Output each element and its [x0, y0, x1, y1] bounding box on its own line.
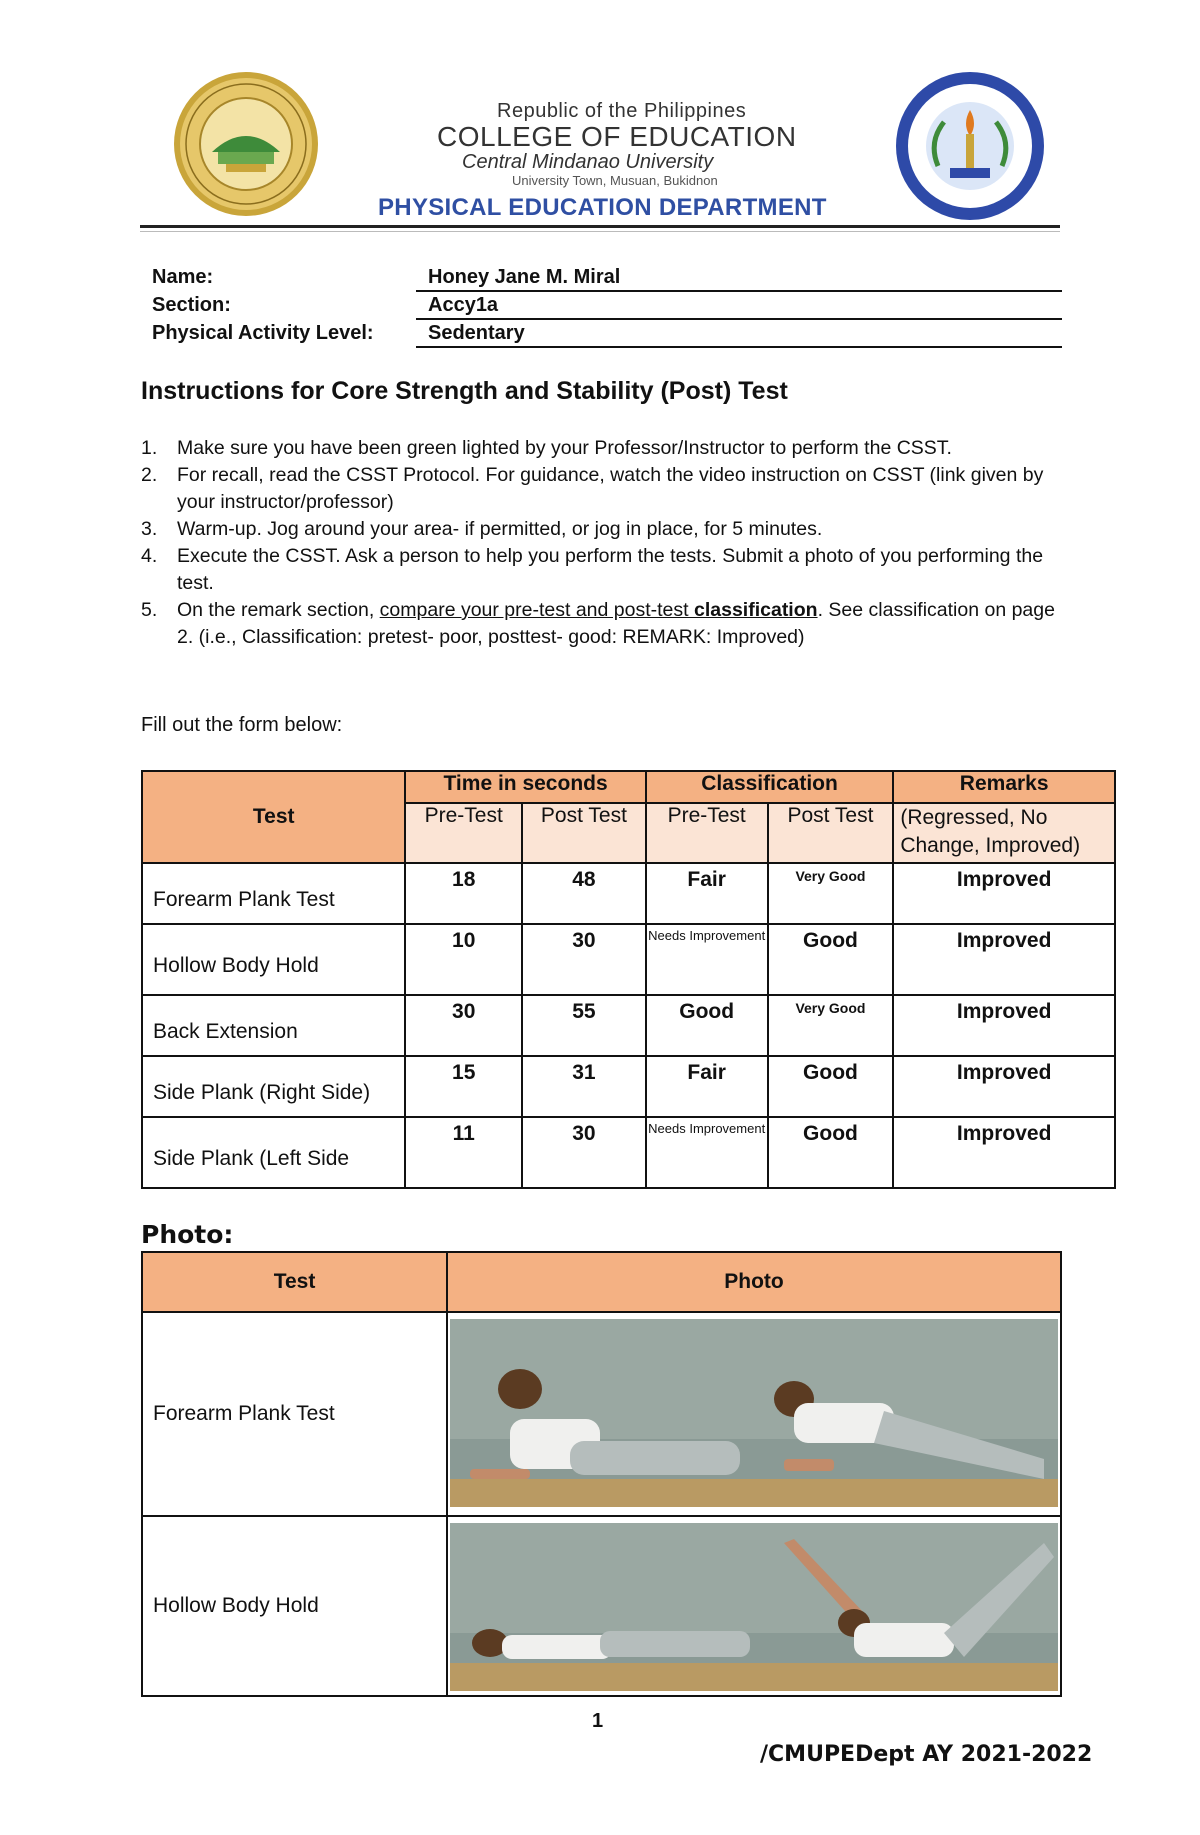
instruction-underlined-text: compare your pre-test and post-test: [379, 599, 694, 621]
row-remark: Improved: [893, 995, 1115, 1056]
photo-row: [142, 1312, 1061, 1516]
photo-pair: [448, 1313, 1060, 1511]
instruction-number: 2.: [141, 464, 158, 486]
table-row: [142, 995, 1115, 1056]
row-pre-time: 15: [405, 1056, 522, 1117]
row-remark: Improved: [893, 863, 1115, 924]
photo-section-title: Photo:: [141, 1220, 234, 1249]
college-name: COLLEGE OF EDUCATION: [437, 121, 797, 152]
instruction-item: [141, 462, 1071, 516]
name-label: Name:: [152, 266, 214, 288]
republic-line: Republic of the Philippines: [497, 100, 747, 122]
header-test: Test: [142, 771, 405, 863]
instruction-number: 3.: [141, 518, 158, 540]
photo-table: [141, 1251, 1062, 1697]
forearm-plank-photo-pre: [450, 1319, 754, 1507]
page-number: 1: [592, 1710, 604, 1732]
row-post-class: Good: [768, 1117, 894, 1188]
table-row: [142, 863, 1115, 924]
instruction-item: [141, 516, 1071, 543]
photo-cell: [447, 1516, 1061, 1696]
photo-row-test-name: Forearm Plank Test: [142, 1312, 447, 1516]
activity-level-label: Physical Activity Level:: [152, 322, 374, 344]
results-table: [141, 770, 1116, 1189]
university-address: University Town, Musuan, Bukidnon: [512, 173, 718, 188]
instruction-text: Warm-up. Jog around your area- if permitted, or jog in place, for 5 minutes.: [177, 518, 823, 540]
activity-level-row: [152, 318, 1062, 346]
name-row: [152, 262, 1062, 290]
table-row: [142, 924, 1115, 995]
subheader-post-class: Post Test: [768, 803, 894, 863]
forearm-plank-photo-post: [754, 1319, 1058, 1507]
department-name: PHYSICAL EDUCATION DEPARTMENT: [378, 194, 827, 221]
row-pre-time: 18: [405, 863, 522, 924]
instruction-number: 5.: [141, 599, 158, 621]
table-row: [142, 1056, 1115, 1117]
section-label: Section:: [152, 294, 231, 316]
row-pre-time: 11: [405, 1117, 522, 1188]
row-post-time: 30: [522, 1117, 646, 1188]
instruction-text: Execute the CSST. Ask a person to help you perform the tests. Submit a photo of you performing the test.: [177, 545, 1044, 594]
row-post-time: 55: [522, 995, 646, 1056]
student-info: [152, 262, 1062, 346]
row-remark: Improved: [893, 1117, 1115, 1188]
name-value: Honey Jane M. Miral: [416, 266, 1062, 292]
row-pre-class: Good: [646, 995, 768, 1056]
row-pre-class: Needs Improvement: [646, 924, 768, 995]
instruction-item: [141, 597, 1071, 651]
row-test-name: Hollow Body Hold: [142, 924, 405, 995]
row-pre-class: Needs Improvement: [646, 1117, 768, 1188]
central-mindanao-university-seal: [172, 70, 320, 218]
instruction-number: 1.: [141, 437, 158, 459]
footer-code: /CMUPEDept AY 2021-2022: [760, 1742, 1093, 1767]
instruction-text: Make sure you have been green lighted by your Professor/Instructor to perform the CSST.: [177, 437, 952, 459]
header-remarks: Remarks: [893, 771, 1115, 803]
instruction-text: [177, 599, 1055, 648]
row-remark: Improved: [893, 924, 1115, 995]
instruction-emphasis-text: classification: [694, 599, 818, 621]
instruction-text-part: On the remark section,: [177, 599, 380, 621]
photo-header-row: [142, 1252, 1061, 1312]
header-divider: [140, 225, 1060, 228]
photo-pair: [448, 1517, 1060, 1695]
college-of-education-seal: [894, 70, 1046, 222]
photo-cell: [447, 1312, 1061, 1516]
header-time: Time in seconds: [405, 771, 645, 803]
activity-level-value: Sedentary: [416, 322, 1062, 348]
row-post-class: Very Good: [768, 995, 894, 1056]
instruction-number: 4.: [141, 545, 158, 567]
row-post-class: Good: [768, 924, 894, 995]
photo-row-test-name: Hollow Body Hold: [142, 1516, 447, 1696]
letterhead-text: [362, 100, 882, 189]
header-classification: Classification: [646, 771, 894, 803]
row-post-time: 30: [522, 924, 646, 995]
fill-out-prompt: Fill out the form below:: [141, 714, 343, 736]
instructions-list: [141, 435, 1071, 651]
subheader-remarks: (Regressed, No Change, Improved): [893, 803, 1115, 863]
header-divider-thin: [140, 231, 1060, 232]
hollow-body-photo-pre: [450, 1523, 754, 1691]
photo-header-photo: Photo: [447, 1252, 1061, 1312]
subheader-pre-class: Pre-Test: [646, 803, 768, 863]
row-pre-time: 30: [405, 995, 522, 1056]
instruction-item: [141, 543, 1071, 597]
row-post-time: 31: [522, 1056, 646, 1117]
row-test-name: Side Plank (Right Side): [142, 1056, 405, 1117]
row-remark: Improved: [893, 1056, 1115, 1117]
subheader-post-time: Post Test: [522, 803, 646, 863]
university-name: Central Mindanao University: [462, 151, 714, 173]
row-test-name: Back Extension: [142, 995, 405, 1056]
row-test-name: Forearm Plank Test: [142, 863, 405, 924]
instruction-text-part: . See classification on page 2. (i.e., Classification: pretest- poor, posttest- good: REMARK: Improved): [177, 599, 1055, 648]
instructions-title: Instructions for Core Strength and Stability (Post) Test: [141, 377, 788, 405]
hollow-body-photo-post: [754, 1523, 1058, 1691]
photo-header-test: Test: [142, 1252, 447, 1312]
letterhead: [142, 70, 1062, 230]
table-header-row: [142, 771, 1115, 803]
row-post-class: Good: [768, 1056, 894, 1117]
row-post-time: 48: [522, 863, 646, 924]
row-post-class: Very Good: [768, 863, 894, 924]
row-pre-class: Fair: [646, 1056, 768, 1117]
instruction-text: For recall, read the CSST Protocol. For guidance, watch the video instruction on CSST (link given by your instructor/professor): [177, 464, 1044, 513]
row-pre-class: Fair: [646, 863, 768, 924]
row-pre-time: 10: [405, 924, 522, 995]
instruction-item: [141, 435, 1071, 462]
section-row: [152, 290, 1062, 318]
subheader-pre-time: Pre-Test: [405, 803, 522, 863]
table-row: [142, 1117, 1115, 1188]
row-test-name: Side Plank (Left Side: [142, 1117, 405, 1188]
photo-row: [142, 1516, 1061, 1696]
section-value: Accy1a: [416, 294, 1062, 320]
